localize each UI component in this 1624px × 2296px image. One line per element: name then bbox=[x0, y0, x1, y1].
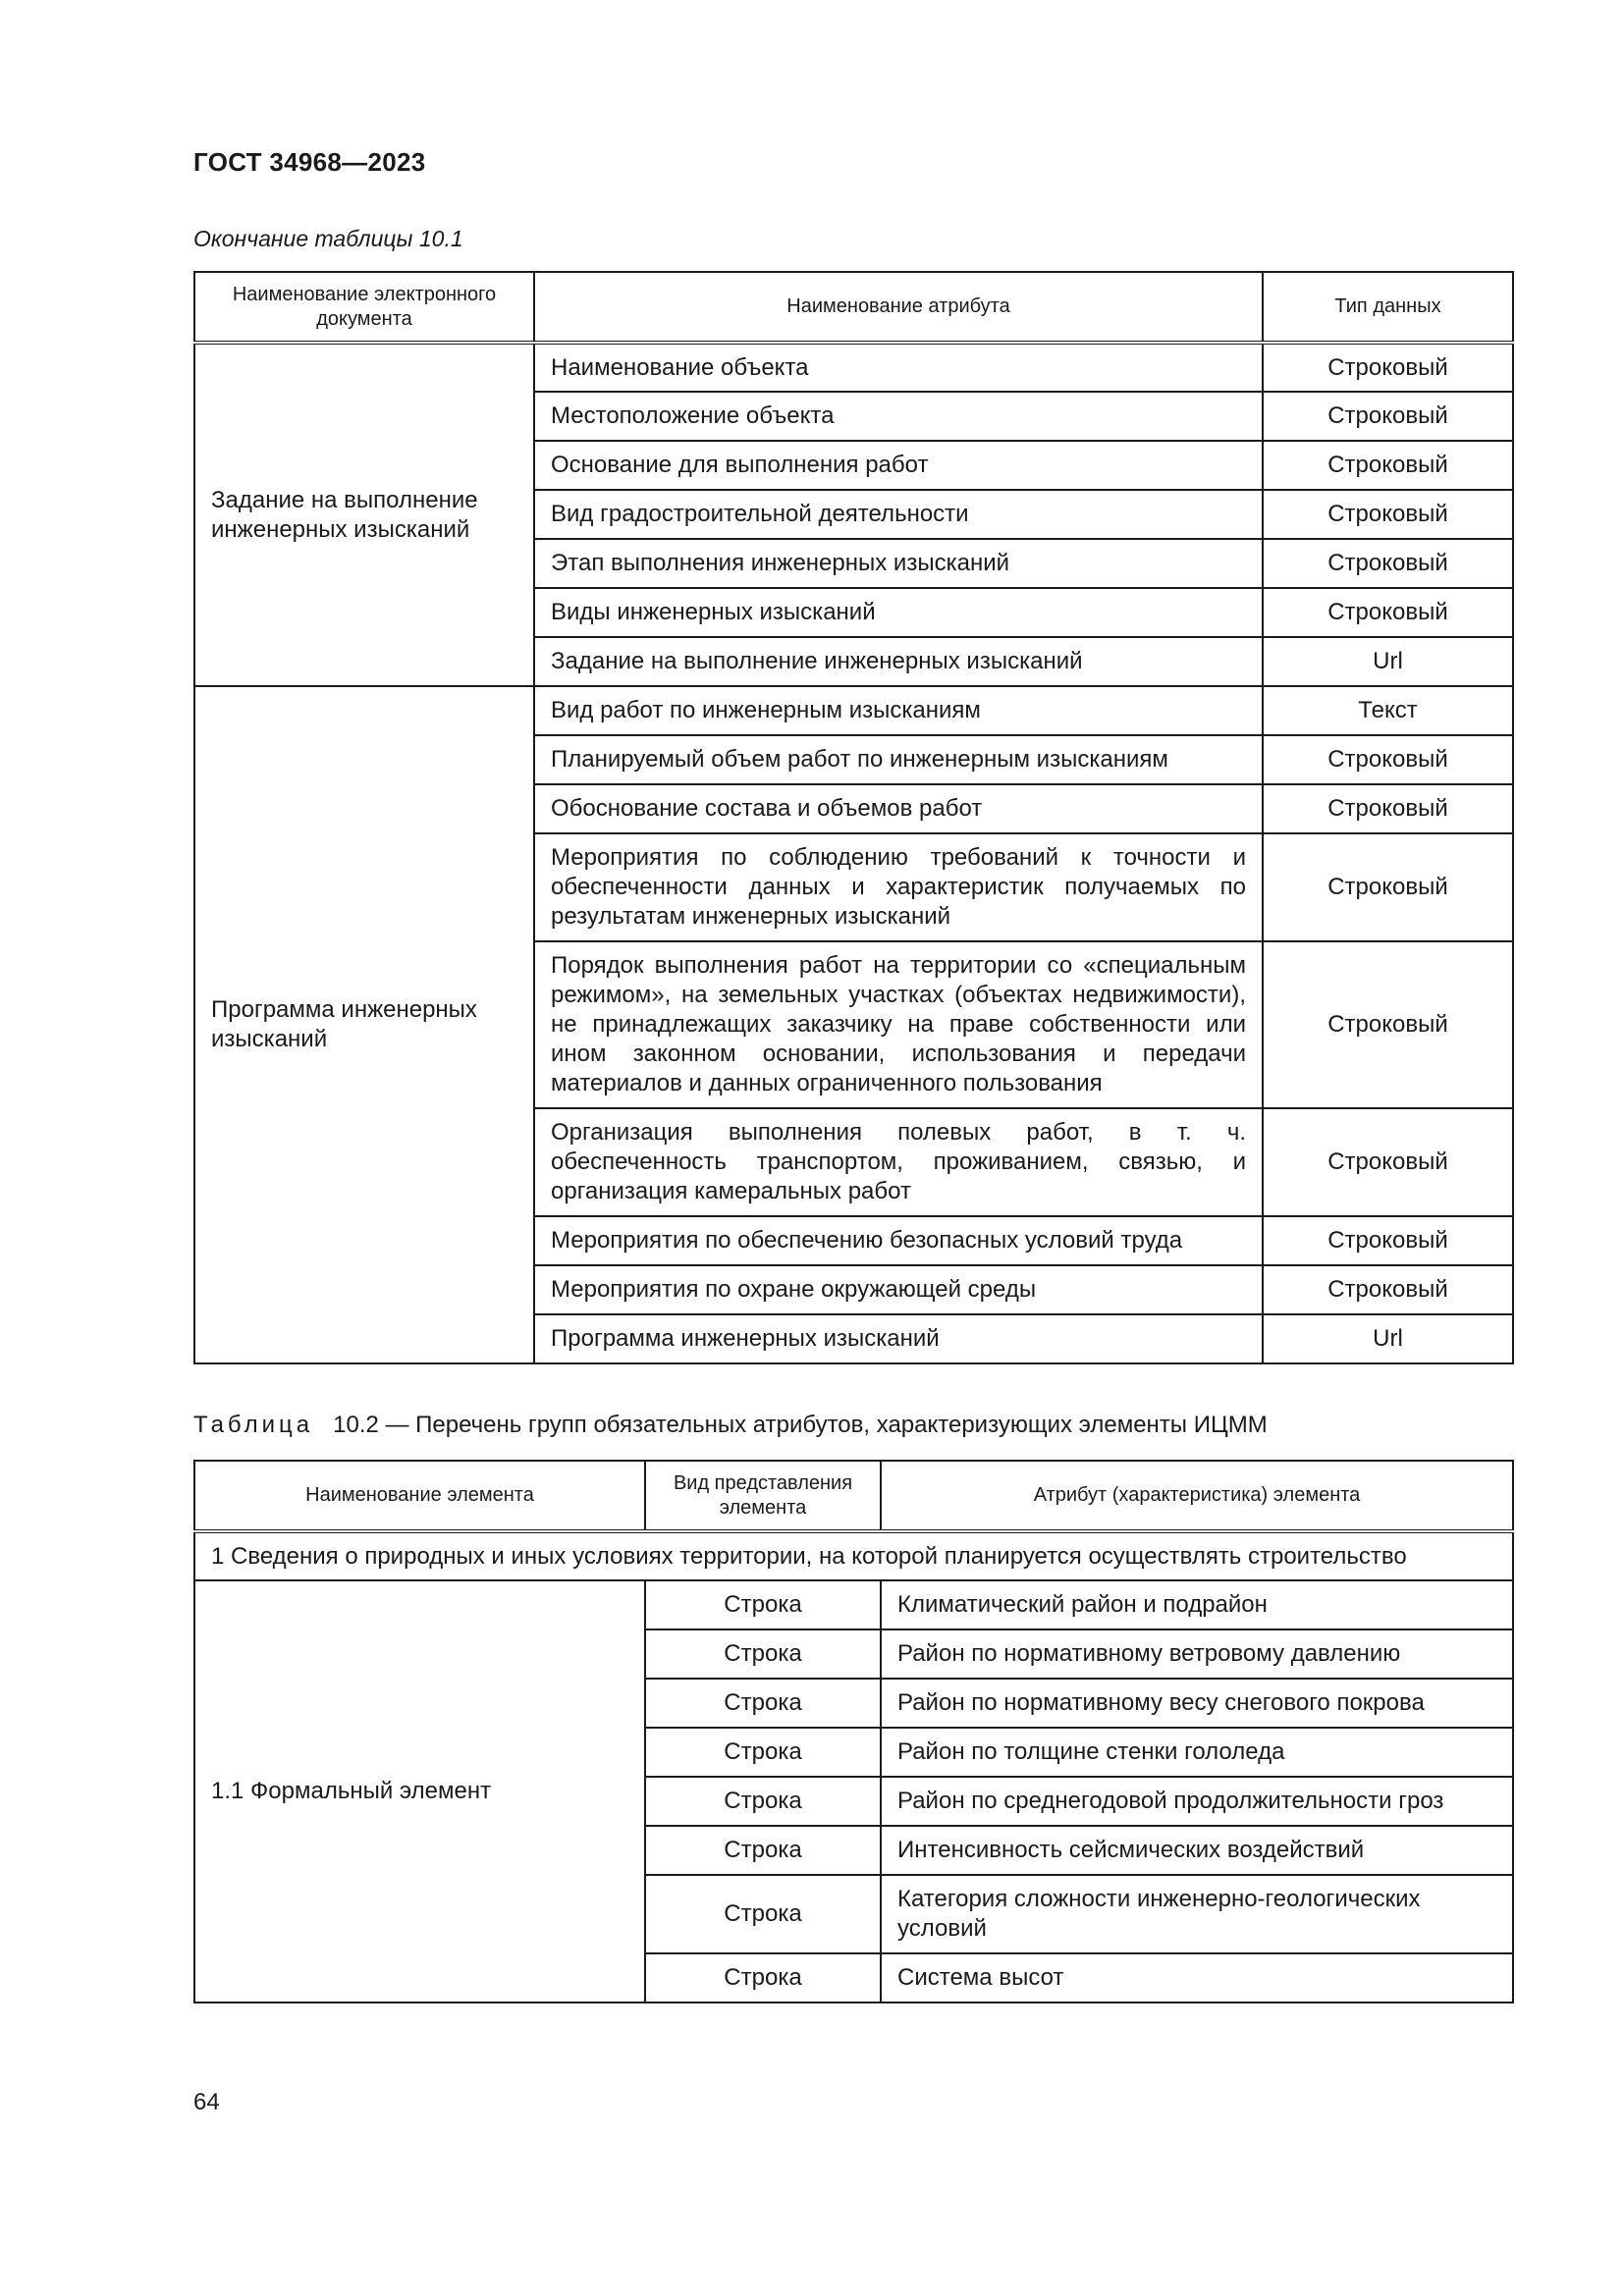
table-row bbox=[194, 686, 1513, 735]
view-type-cell: Строка bbox=[645, 1629, 881, 1679]
attribute-cell: Местоположение объекта bbox=[534, 392, 1263, 441]
section-heading-cell: 1 Сведения о природных и иных условиях территории, на которой планируется осуществлять строительство bbox=[194, 1531, 1513, 1580]
element-name-cell: 1.1 Формальный элемент bbox=[194, 1580, 645, 2002]
table-continuation-caption: Окончание таблицы 10.1 bbox=[193, 226, 463, 251]
table-caption-prefix: Таблица bbox=[193, 1412, 314, 1438]
attribute-cell: Обоснование состава и объемов работ bbox=[534, 784, 1263, 833]
data-type-cell: Строковый bbox=[1263, 1216, 1513, 1265]
element-attribute-cell: Категория сложности инженерно-геологических условий bbox=[881, 1875, 1513, 1953]
page-number: 64 bbox=[193, 2089, 220, 2115]
column-header-view-type: Вид представления элемента bbox=[645, 1461, 881, 1531]
element-attribute-cell: Район по нормативному ветровому давлению bbox=[881, 1629, 1513, 1679]
view-type-cell: Строка bbox=[645, 1953, 881, 2002]
attribute-cell: Программа инженерных изысканий bbox=[534, 1314, 1263, 1363]
element-attributes-table-10-2 bbox=[193, 1460, 1514, 2003]
column-header-element-name: Наименование элемента bbox=[194, 1461, 645, 1531]
attribute-cell: Вид градостроительной деятельности bbox=[534, 490, 1263, 539]
data-type-cell: Строковый bbox=[1263, 343, 1513, 392]
column-header-element-attribute: Атрибут (характеристика) элемента bbox=[881, 1461, 1513, 1531]
attribute-cell: Виды инженерных изысканий bbox=[534, 588, 1263, 637]
data-type-cell: Строковый bbox=[1263, 1108, 1513, 1216]
table-header-row bbox=[194, 272, 1513, 343]
table-header-row bbox=[194, 1461, 1513, 1531]
data-type-cell: Строковый bbox=[1263, 392, 1513, 441]
view-type-cell: Строка bbox=[645, 1777, 881, 1826]
data-type-cell: Текст bbox=[1263, 686, 1513, 735]
data-type-cell: Строковый bbox=[1263, 490, 1513, 539]
table-caption-text: 10.2 — Перечень групп обязательных атрибутов, характеризующих элементы ИЦММ bbox=[333, 1412, 1268, 1438]
attribute-cell: Основание для выполнения работ bbox=[534, 441, 1263, 490]
data-type-cell: Строковый bbox=[1263, 1265, 1513, 1314]
view-type-cell: Строка bbox=[645, 1875, 881, 1953]
view-type-cell: Строка bbox=[645, 1728, 881, 1777]
data-type-cell: Строковый bbox=[1263, 784, 1513, 833]
element-attribute-cell: Район по толщине стенки гололеда bbox=[881, 1728, 1513, 1777]
section-row bbox=[194, 1531, 1513, 1580]
attribute-cell: Мероприятия по охране окружающей среды bbox=[534, 1265, 1263, 1314]
element-attribute-cell: Система высот bbox=[881, 1953, 1513, 2002]
attribute-cell: Порядок выполнения работ на территории со «специальным режимом», на земельных участках (объектах недвижимости), не принадлежащих заказчику на праве собственности или ином законном основании, использования и передачи материалов и данных ограниченного пользования bbox=[534, 941, 1263, 1108]
data-type-cell: Строковый bbox=[1263, 441, 1513, 490]
view-type-cell: Строка bbox=[645, 1580, 881, 1629]
data-type-cell: Строковый bbox=[1263, 588, 1513, 637]
view-type-cell: Строка bbox=[645, 1826, 881, 1875]
column-header-attribute: Наименование атрибута bbox=[534, 272, 1263, 343]
data-type-cell: Строковый bbox=[1263, 941, 1513, 1108]
data-type-cell: Строковый bbox=[1263, 539, 1513, 588]
table-10-2-caption bbox=[193, 1412, 1268, 1439]
data-type-cell: Строковый bbox=[1263, 833, 1513, 941]
attribute-cell: Мероприятия по соблюдению требований к точности и обеспеченности данных и характеристик получаемых по результатам инженерных изысканий bbox=[534, 833, 1263, 941]
attribute-cell: Организация выполнения полевых работ, в т. ч. обеспеченность транспортом, проживанием, связью, и организация камеральных работ bbox=[534, 1108, 1263, 1216]
attribute-cell: Этап выполнения инженерных изысканий bbox=[534, 539, 1263, 588]
table-row bbox=[194, 343, 1513, 392]
view-type-cell: Строка bbox=[645, 1679, 881, 1728]
attribute-cell: Мероприятия по обеспечению безопасных условий труда bbox=[534, 1216, 1263, 1265]
data-type-cell: Url bbox=[1263, 637, 1513, 686]
document-name-cell: Программа инженерных изысканий bbox=[194, 686, 534, 1363]
attribute-cell: Задание на выполнение инженерных изысканий bbox=[534, 637, 1263, 686]
table-row bbox=[194, 1580, 1513, 1629]
data-type-cell: Строковый bbox=[1263, 735, 1513, 784]
column-header-document: Наименование электронного документа bbox=[194, 272, 534, 343]
attributes-table-10-1 bbox=[193, 271, 1514, 1364]
document-name-cell: Задание на выполнение инженерных изысканий bbox=[194, 343, 534, 686]
data-type-cell: Url bbox=[1263, 1314, 1513, 1363]
element-attribute-cell: Район по среднегодовой продолжительности гроз bbox=[881, 1777, 1513, 1826]
column-header-data-type: Тип данных bbox=[1263, 272, 1513, 343]
attribute-cell: Планируемый объем работ по инженерным изысканиям bbox=[534, 735, 1263, 784]
element-attribute-cell: Район по нормативному весу снегового покрова bbox=[881, 1679, 1513, 1728]
element-attribute-cell: Климатический район и подрайон bbox=[881, 1580, 1513, 1629]
attribute-cell: Наименование объекта bbox=[534, 343, 1263, 392]
element-attribute-cell: Интенсивность сейсмических воздействий bbox=[881, 1826, 1513, 1875]
document-standard-title: ГОСТ 34968—2023 bbox=[193, 147, 426, 177]
attribute-cell: Вид работ по инженерным изысканиям bbox=[534, 686, 1263, 735]
